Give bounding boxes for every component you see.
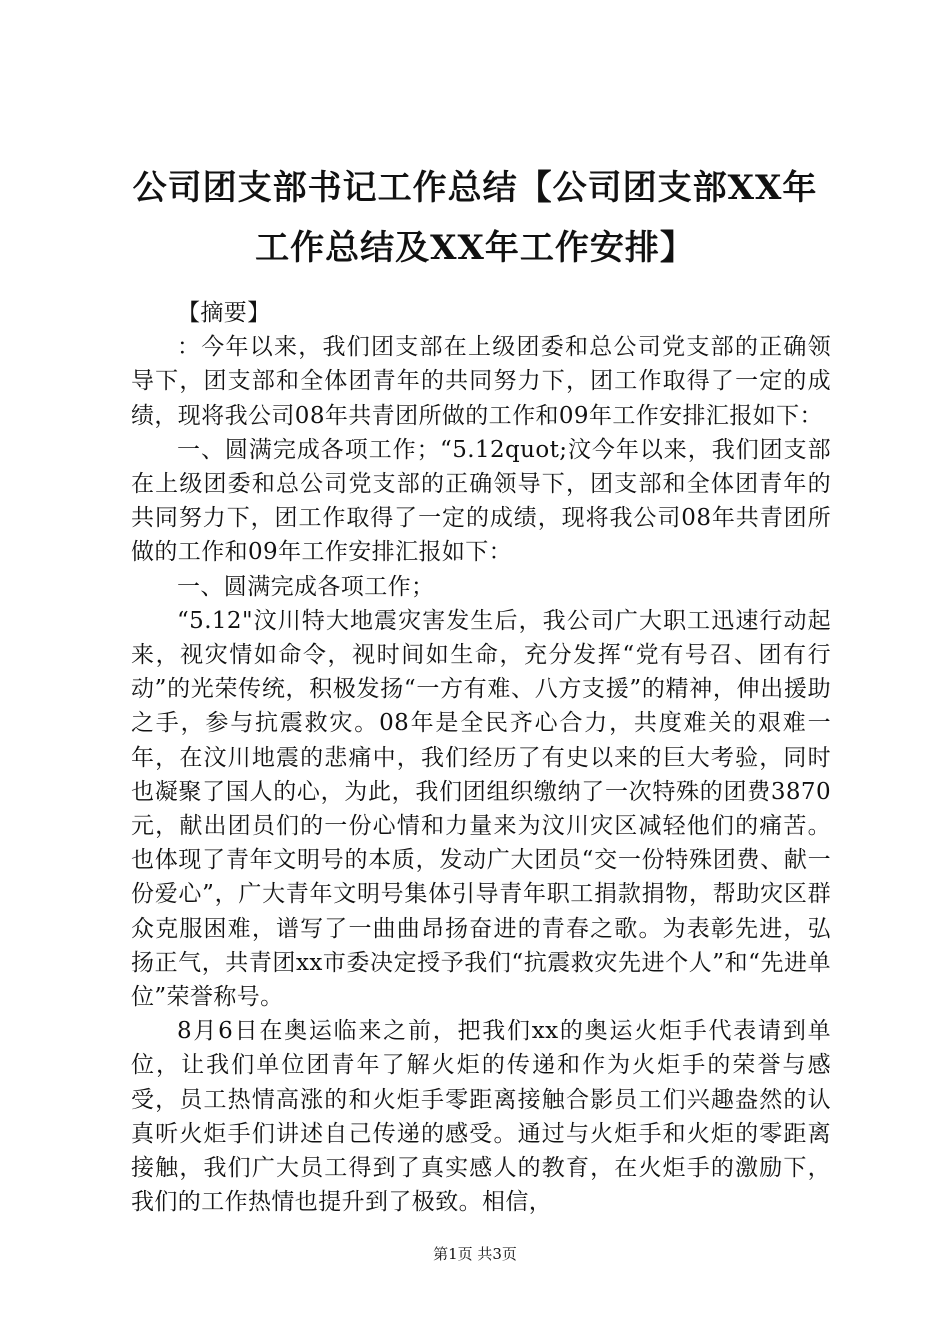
paragraph-section-1-heading: 一、圆满完成各项工作； — [177, 573, 435, 600]
abstract-heading: 【摘要】 — [177, 300, 271, 326]
paragraph-intro: ：今年以来，我们团支部在上级团委和总公司党支部的正确领导下，团支部和全体团青年的共同努力下，团工作取得了一定的成绩，现将我公司08年共青团所做的工作和09年工作安排汇报如下： — [131, 334, 831, 429]
paragraph-earthquake-relief: “5.12"汶川特大地震灾害发生后，我公司广大职工迅速行动起来，视灾情如命令，视时间如生命，充分发挥“党有号召、团有行动”的光荣传统，积极发扬“一方有难、八方支援”的精神，伸出援助之手，参与抗震救灾。08年是全民齐心合力，共度难关的艰难一年，在汶川地震的悲痛中，我们经历了有史以来的巨大考验，同时也凝聚了国人的心，为此，我们团组织缴纳了一次特殊的团费3870元，献出团员们的一份心情和力量来为汶川灾区减轻他们的痛苦。也体现了青年文明号的本质，发动广大团员“交一份特殊团费、献一份爱心”，广大青年文明号集体引导青年职工捐款捐物，帮助灾区群众克服困难，谱写了一曲曲昂扬奋进的青春之歌。为表彰先进，弘扬正气，共青团xx市委决定授予我们“抗震救灾先进个人”和“先进单位”荣誉称号。 — [131, 607, 831, 1011]
page-footer: 第1页 共3页 — [433, 1245, 517, 1263]
document-body — [131, 296, 831, 1219]
paragraph-section-1: 一、圆满完成各项工作；“5.12quot;汶今年以来，我们团支部在上级团委和总公司党支部的正确领导下，团支部和全体团青年的共同努力下，团工作取得了一定的成绩，现将我公司08年共青团所做的工作和09年工作安排汇报如下： — [131, 436, 831, 566]
paragraph-olympic-torch: 8月6日在奥运临来之前，把我们xx的奥运火炬手代表请到单位，让我们单位团青年了解火炬的传递和作为火炬手的荣誉与感受，员工热情高涨的和火炬手零距离接触合影员工们兴趣盎然的认真听火炬手们讲述自己传递的感受。通过与火炬手和火炬的零距离接触，我们广大员工得到了真实感人的教育，在火炬手的激励下，我们的工作热情也提升到了极致。相信， — [131, 1018, 831, 1216]
document-title: 公司团支部书记工作总结【公司团支部XX年工作总结及XX年工作安排】 — [132, 168, 818, 268]
